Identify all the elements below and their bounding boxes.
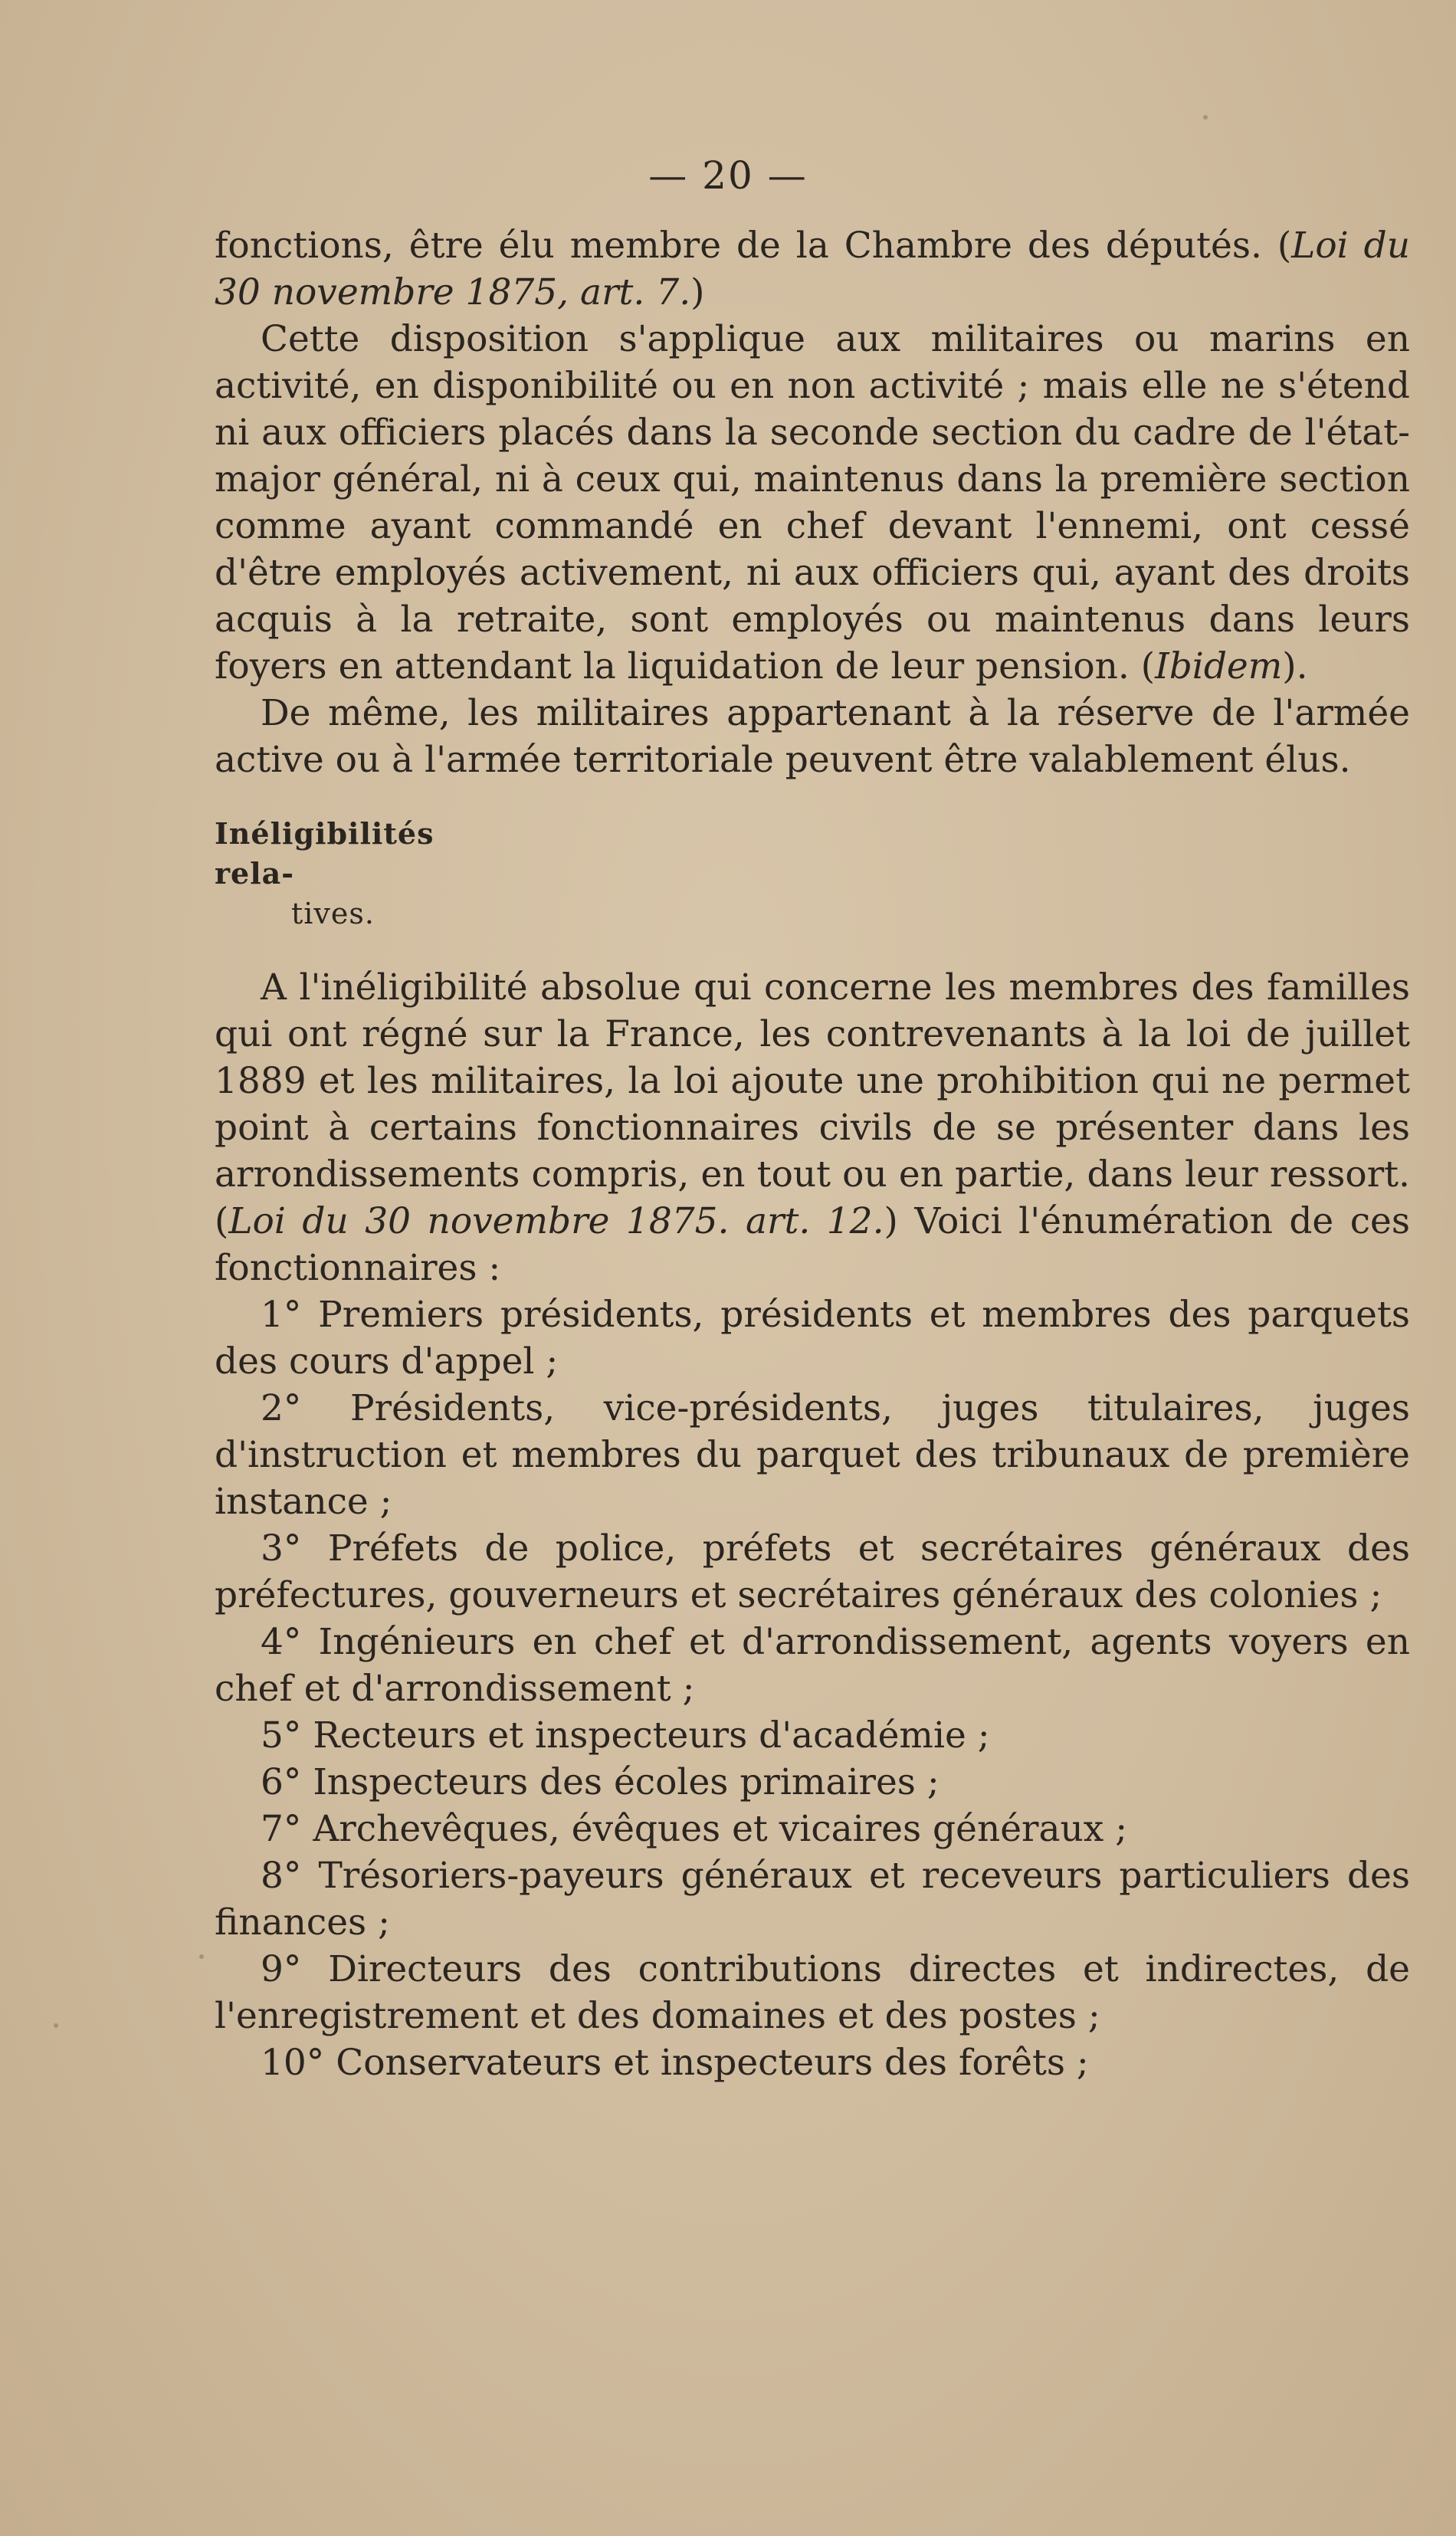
paragraph-relative-ineligibility: A l'inéligibilité absolue qui concerne les membres des familles qui ont régné sur la France, les contrevenants à la loi de juillet 1889 et les militaires, la loi ajoute une prohibition qui ne permet point à certains fonctionnaires civils de se présenter dans les arrondissements compris, en tout ou en partie, dans leur ressort. (Loi du 30 novembre 1875. art. 12.) Voici l'énumération de ces fonctionnaires : [215, 966, 1410, 1289]
paragraph-continuation: fonctions, être élu membre de la Chambre des députés. (Loi du 30 novembre 1875, art. 7.) [215, 225, 1410, 313]
page-body [215, 222, 1410, 2086]
list-item: 7° Archevêques, évêques et vicaires généraux ; [261, 1808, 1128, 1850]
section-heading: Inéligibilités rela- tives. [215, 816, 435, 930]
list-item: 4° Ingénieurs en chef et d'arrondissement, agents voyers en chef et d'arrondissement ; [215, 1621, 1410, 1710]
paper-speck [54, 2023, 58, 2028]
list-item: 6° Inspecteurs des écoles primaires ; [261, 1761, 940, 1803]
list-item: 8° Trésoriers-payeurs généraux et receveurs particuliers des finances ; [215, 1855, 1410, 1944]
list-item: 9° Directeurs des contributions directes et indirectes, de l'enregistrement et des domaines et des postes ; [215, 1948, 1410, 2037]
law-citation: Loi du 30 novembre 1875, art. 7. [215, 225, 1410, 313]
paragraph-reserve: De même, les militaires appartenant à la réserve de l'armée active ou à l'armée territoriale peuvent être valablement élus. [215, 692, 1410, 781]
ibidem-citation: Ibidem [1155, 645, 1283, 687]
law-citation: Loi du 30 novembre 1875. art. 12. [228, 1200, 884, 1242]
paper-speck [1203, 115, 1208, 120]
paragraph-military-disposition: Cette disposition s'applique aux militaires ou marins en activité, en disponibilité ou en non activité ; mais elle ne s'étend ni aux officiers placés dans la seconde section du cadre de l'état-major général, ni à ceux qui, maintenus dans la première section comme ayant commandé en chef devant l'ennemi, ont cessé d'être employés activement, ni aux officiers qui, ayant des droits acquis à la retraite, sont employés ou maintenus dans leurs foyers en attendant la liquidation de leur pension. (Ibidem). [215, 318, 1410, 687]
list-item: 10° Conservateurs et inspecteurs des forêts ; [261, 2042, 1089, 2084]
paper-speck [199, 1954, 204, 1959]
page-number: — 20 — [648, 153, 808, 198]
list-item: 3° Préfets de police, préfets et secrétaires généraux des préfectures, gouverneurs et secrétaires généraux des colonies ; [215, 1527, 1410, 1616]
list-item: 1° Premiers présidents, présidents et membres des parquets des cours d'appel ; [215, 1294, 1410, 1383]
list-item: 2° Présidents, vice-présidents, juges titulaires, juges d'instruction et membres du parquet des tribunaux de première instance ; [215, 1387, 1410, 1523]
list-item: 5° Recteurs et inspecteurs d'académie ; [261, 1714, 990, 1757]
